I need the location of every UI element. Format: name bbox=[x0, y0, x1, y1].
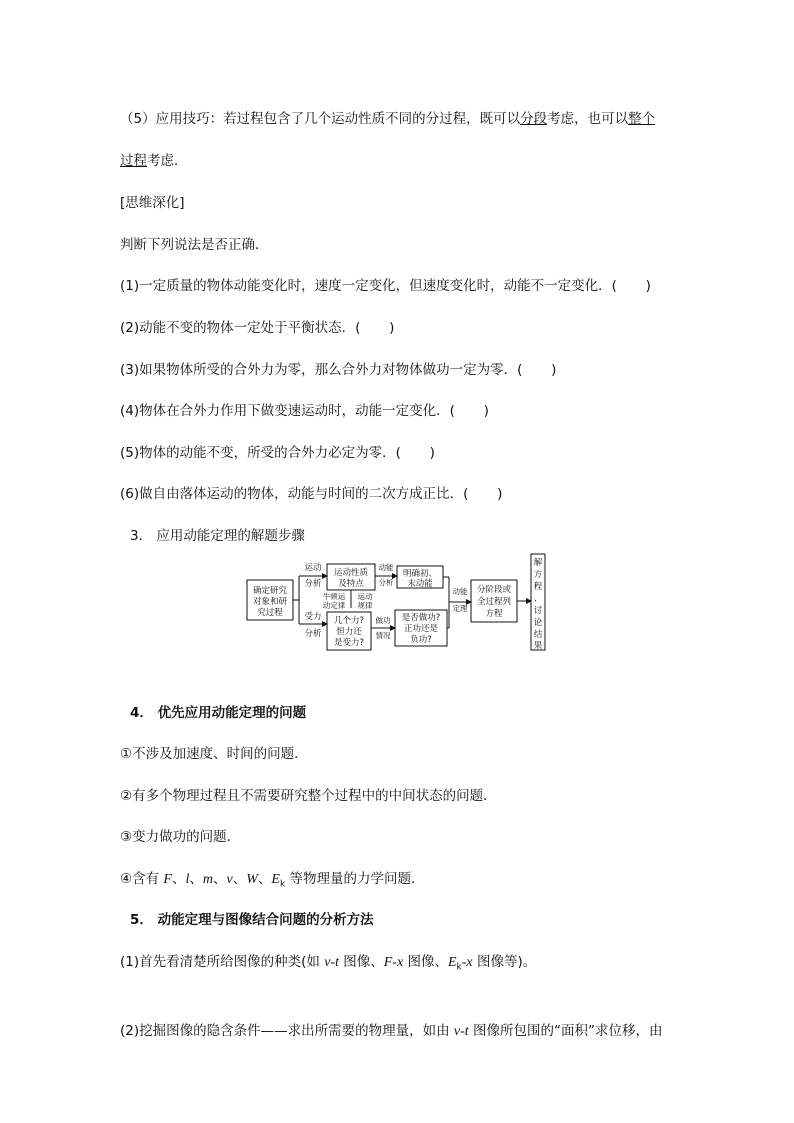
solve-char: 方 bbox=[533, 570, 543, 580]
solve-char: 论 bbox=[533, 618, 543, 628]
law-label-1: 运动 bbox=[357, 592, 373, 601]
ke-label-1: 动能 bbox=[378, 563, 394, 572]
posneg-label-1: 是否做功? bbox=[401, 613, 441, 623]
underlined-term: 过程 bbox=[120, 153, 147, 169]
judge-text: (3)如果物体所受的合外力为零，那么合外力对物体做功一定为零．( bbox=[120, 362, 523, 378]
subscript-k: k bbox=[456, 962, 462, 973]
solve-char: 、 bbox=[533, 594, 543, 604]
priority-item-2: ②有多个物理过程且不需要研究整个过程中的中间状态的问题． bbox=[120, 788, 497, 804]
graph-para-2 bbox=[120, 1022, 662, 1041]
separator: 、 bbox=[189, 871, 203, 887]
var-fx: F-x bbox=[383, 955, 404, 970]
separator: 、 bbox=[257, 871, 272, 887]
answer-blank: ) bbox=[497, 486, 503, 502]
priority-item-3: ③变力做功的问题． bbox=[120, 829, 241, 845]
initfinal-label-2: 末动能 bbox=[407, 579, 433, 589]
solve-char: 结 bbox=[533, 630, 543, 640]
underlined-term: 分段 bbox=[520, 111, 548, 127]
graph-text: (1)首先看清楚所给图像的种类(如 bbox=[120, 954, 325, 970]
judge-text: (6)做自由落体运动的物体，动能与时间的二次方成正比．( bbox=[120, 486, 469, 502]
priority-item-4 bbox=[120, 870, 424, 894]
forces-label-1: 几个力? bbox=[333, 616, 365, 626]
priority-text: 等物理量的力学问题． bbox=[285, 871, 425, 887]
judge-text: (5)物体的动能不变，所受的合外力必定为零．( bbox=[120, 445, 401, 461]
var-Ek: E bbox=[271, 872, 280, 887]
nature-label-2: 及特点 bbox=[338, 579, 364, 589]
var-m: m bbox=[202, 872, 213, 887]
forces-label-3: 是变力? bbox=[333, 638, 365, 648]
nature-label-1: 运动性质 bbox=[333, 568, 369, 578]
solving-steps-flowchart bbox=[245, 552, 555, 652]
judge-item-6 bbox=[120, 485, 502, 503]
answer-blank: ) bbox=[389, 320, 395, 336]
graph-heading: 5． 动能定理与图像结合问题的分析方法 bbox=[130, 912, 374, 928]
technique-text: （5）应用技巧：若过程包含了几个运动性质不同的分过程，既可以 bbox=[120, 111, 521, 127]
equation-label-2: 全过程列 bbox=[476, 597, 512, 607]
priority-item-1: ①不涉及加速度、时间的问题． bbox=[120, 746, 308, 762]
var-l: l bbox=[185, 872, 190, 887]
law-label-2: 规律 bbox=[357, 601, 373, 610]
solve-char: 果 bbox=[533, 641, 543, 651]
force-label-1: 受力 bbox=[304, 612, 322, 622]
graph-text: 图像、 bbox=[338, 954, 384, 970]
judge-item-2 bbox=[120, 319, 394, 337]
graph-text: 图像等)。 bbox=[472, 954, 537, 970]
deepen-intro: 判断下列说法是否正确． bbox=[120, 237, 269, 253]
graph-text: 图像所包围的“面积”求位移，由 bbox=[468, 1023, 663, 1039]
solve-char: 解 bbox=[533, 558, 543, 568]
start-label-2: 对象和研 bbox=[252, 597, 288, 607]
priority-text: ④含有 bbox=[120, 871, 164, 887]
var-F: F bbox=[163, 872, 172, 887]
solve-char: 讨 bbox=[533, 606, 543, 616]
newton-label-2: 动定律 bbox=[322, 601, 346, 610]
steps-heading: 3． 应用动能定理的解题步骤 bbox=[130, 528, 305, 544]
judge-item-4 bbox=[120, 402, 489, 420]
theorem-label-1: 动能 bbox=[452, 587, 468, 596]
judge-item-5 bbox=[120, 444, 435, 462]
answer-blank: ) bbox=[483, 403, 489, 419]
var-vt: v-t bbox=[453, 1024, 469, 1039]
solve-char: 程 bbox=[533, 582, 543, 592]
var-E: E bbox=[447, 955, 457, 970]
work-label-1: 做功 bbox=[375, 616, 391, 625]
judge-text: (1)一定质量的物体动能变化时，速度一定变化，但速度变化时，动能不一定变化．( bbox=[120, 278, 617, 294]
var-v: v bbox=[226, 872, 233, 887]
separator: 、 bbox=[212, 871, 227, 887]
answer-blank: ) bbox=[551, 362, 557, 378]
judge-item-3 bbox=[120, 361, 556, 379]
var-W: W bbox=[246, 872, 258, 887]
technique-text: 考虑． bbox=[147, 153, 188, 169]
var-vt: v-t bbox=[324, 955, 339, 970]
separator: 、 bbox=[232, 871, 247, 887]
work-label-2: 情况 bbox=[375, 631, 391, 640]
forces-label-2: 恒力还 bbox=[336, 627, 362, 637]
underlined-term: 整个 bbox=[628, 111, 656, 127]
equation-label-1: 分阶段或 bbox=[476, 585, 512, 595]
equation-label-3: 方程 bbox=[485, 609, 503, 619]
answer-blank: ) bbox=[429, 445, 435, 461]
posneg-label-3: 负功? bbox=[410, 635, 432, 645]
graph-text: (2)挖掘图像的隐含条件——求出所需要的物理量，如由 bbox=[120, 1023, 454, 1039]
motion-label-2: 分析 bbox=[304, 579, 322, 589]
technique-text: 考虑，也可以 bbox=[547, 111, 629, 127]
subscript-k: k bbox=[279, 879, 286, 890]
motion-label-1: 运动 bbox=[304, 563, 322, 573]
priority-heading: 4． 优先应用动能定理的问题 bbox=[130, 705, 307, 721]
graph-text: 图像、 bbox=[403, 954, 448, 970]
var-x: -x bbox=[461, 955, 473, 970]
force-label-2: 分析 bbox=[304, 629, 322, 639]
judge-item-1 bbox=[120, 277, 651, 295]
separator: 、 bbox=[171, 871, 186, 887]
judge-text: (4)物体在合外力作用下做变速运动时，动能一定变化．( bbox=[120, 403, 455, 419]
theorem-label-2: 定理 bbox=[452, 604, 468, 613]
answer-blank: ) bbox=[645, 278, 651, 294]
ke-label-2: 分析 bbox=[378, 578, 394, 587]
start-label-3: 究过程 bbox=[257, 608, 283, 618]
flowchart-svg bbox=[245, 552, 555, 652]
technique-line-1 bbox=[120, 110, 655, 128]
technique-line-2 bbox=[120, 152, 188, 170]
judge-text: (2)动能不变的物体一定处于平衡状态．( bbox=[120, 320, 361, 336]
newton-label-1: 牛顿运 bbox=[322, 592, 346, 601]
start-label-1: 确定研究 bbox=[252, 586, 288, 596]
graph-para-1 bbox=[120, 953, 536, 977]
initfinal-label-1: 明确初、 bbox=[402, 569, 438, 579]
posneg-label-2: 正功还是 bbox=[403, 624, 439, 634]
deepen-heading: [思维深化] bbox=[120, 195, 185, 211]
